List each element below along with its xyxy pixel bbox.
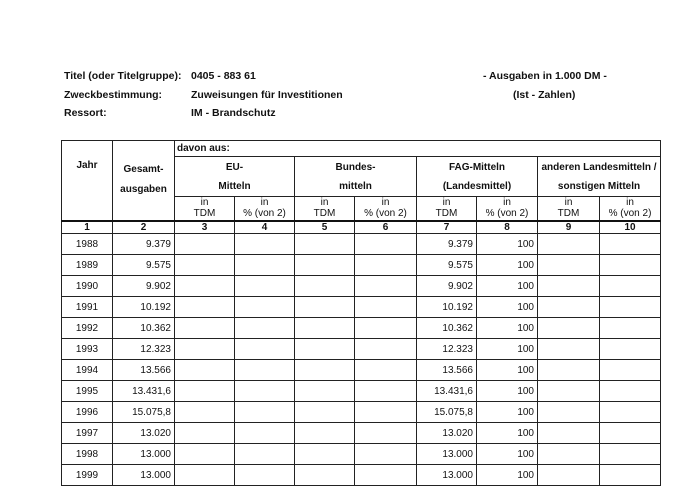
eu-pct-cell [235,297,295,318]
eu-pct-subheader [235,197,295,221]
bund-tdm-cell [295,276,355,297]
eu-pct-cell [235,255,295,276]
col-gesamt-header [113,141,175,221]
jahr-cell: 1989 [62,255,113,276]
bund-pct-cell [355,402,417,423]
andere-tdm-cell [538,297,600,318]
eu-pct-cell [235,318,295,339]
andere-pct-subheader [600,197,661,221]
andere-tdm-cell [538,381,600,402]
ist-note: (Ist - Zahlen) [513,89,576,101]
eu-tdm-cell [175,402,235,423]
table-row [62,318,661,339]
eu-pct-cell [235,276,295,297]
pct-label: % (von 2) [364,208,407,219]
andere-tdm-cell [538,276,600,297]
col-number: 8 [477,221,538,234]
jahr-cell: 1996 [62,402,113,423]
gesamt-cell: 13.000 [113,444,175,465]
fag-pct-cell: 100 [477,423,538,444]
fag-tdm-subheader [417,197,477,221]
eu-tdm-cell [175,339,235,360]
bund-line1: Bundes- [335,161,376,173]
eu-pct-cell [235,423,295,444]
fag-tdm-cell: 9.379 [417,234,477,255]
andere-tdm-cell [538,255,600,276]
bund-pct-cell [355,381,417,402]
bund-pct-cell [355,255,417,276]
bund-pct-cell [355,465,417,486]
bund-tdm-cell [295,318,355,339]
fag-pct-cell: 100 [477,339,538,360]
bund-pct-cell [355,360,417,381]
bund-tdm-cell [295,423,355,444]
pct-label: % (von 2) [485,208,529,219]
zweck-value: Zuweisungen für Investitionen [191,89,343,101]
tdm-label: TDM [313,208,336,219]
andere-pct-cell [600,381,661,402]
table-row [62,234,661,255]
gesamt-cell: 9.379 [113,234,175,255]
eu-tdm-cell [175,444,235,465]
eu-tdm-cell [175,318,235,339]
table-row [62,465,661,486]
fag-pct-subheader [477,197,538,221]
bund-line2: mitteln [339,180,372,192]
in-label: in [503,197,511,208]
eu-pct-cell [235,339,295,360]
andere-tdm-cell [538,234,600,255]
andere-line1: anderen Landesmitteln / [541,161,657,173]
bund-tdm-cell [295,444,355,465]
bund-pct-cell [355,339,417,360]
eu-tdm-cell [175,423,235,444]
eu-tdm-cell [175,276,235,297]
bund-pct-cell [355,318,417,339]
eu-mitteln-header [175,157,295,197]
bundesmitteln-header [295,157,417,197]
tdm-label: TDM [435,208,458,219]
jahr-cell: 1991 [62,297,113,318]
andere-tdm-cell [538,423,600,444]
eu-tdm-cell [175,297,235,318]
fag-pct-cell: 100 [477,444,538,465]
eu-tdm-cell [175,255,235,276]
andere-tdm-cell [538,402,600,423]
col-number: 4 [235,221,295,234]
table-row [62,444,661,465]
bund-pct-cell [355,444,417,465]
gesamt-cell: 12.323 [113,339,175,360]
col-number: 1 [62,221,113,234]
fag-tdm-cell: 13.566 [417,360,477,381]
fag-pct-cell: 100 [477,234,538,255]
col-number: 6 [355,221,417,234]
andere-tdm-cell [538,444,600,465]
andere-tdm-cell [538,465,600,486]
fag-tdm-cell: 10.362 [417,318,477,339]
eu-tdm-cell [175,360,235,381]
fag-tdm-cell: 9.575 [417,255,477,276]
fag-line2: (Landesmittel) [442,180,512,192]
fag-pct-cell: 100 [477,318,538,339]
eu-pct-cell [235,402,295,423]
tdm-label: TDM [557,208,580,219]
fag-tdm-cell: 15.075,8 [417,402,477,423]
andere-pct-cell [600,444,661,465]
jahr-cell: 1993 [62,339,113,360]
eu-pct-cell [235,444,295,465]
jahr-cell: 1990 [62,276,113,297]
fag-pct-cell: 100 [477,297,538,318]
in-label: in [564,197,573,208]
fag-tdm-cell: 13.000 [417,444,477,465]
table-row [62,297,661,318]
table-row [62,255,661,276]
table-row [62,339,661,360]
andere-mitteln-header [538,157,661,197]
in-label: in [442,197,451,208]
andere-pct-cell [600,255,661,276]
fag-tdm-cell: 9.902 [417,276,477,297]
andere-pct-cell [600,297,661,318]
andere-tdm-subheader [538,197,600,221]
bund-tdm-cell [295,465,355,486]
table-row [62,402,661,423]
in-label: in [260,197,269,208]
gesamt-cell: 15.075,8 [113,402,175,423]
jahr-cell: 1997 [62,423,113,444]
fag-mitteln-header [417,157,538,197]
in-label: in [626,197,634,208]
gesamt-cell: 13.566 [113,360,175,381]
bund-pct-cell [355,297,417,318]
jahr-cell: 1999 [62,465,113,486]
in-label: in [381,197,390,208]
tdm-label: TDM [193,208,216,219]
bund-pct-cell [355,276,417,297]
gesamt-cell: 10.192 [113,297,175,318]
jahr-cell: 1992 [62,318,113,339]
davon-aus-label: davon aus: [175,141,661,157]
andere-pct-cell [600,318,661,339]
table-row [62,276,661,297]
fag-pct-cell: 100 [477,381,538,402]
andere-pct-cell [600,339,661,360]
jahr-cell: 1988 [62,234,113,255]
fag-pct-cell: 100 [477,255,538,276]
andere-line2: sonstigen Mitteln [557,180,641,192]
eu-line2: Mitteln [218,180,251,192]
fag-pct-cell: 100 [477,402,538,423]
eu-pct-cell [235,381,295,402]
gesamt-cell: 13.431,6 [113,381,175,402]
titel-label: Titel (oder Titelgruppe): [64,70,182,82]
fag-pct-cell: 100 [477,360,538,381]
ressort-label: Ressort: [64,107,107,119]
pct-label: % (von 2) [243,208,286,219]
col-gesamt-line1: Gesamt- [123,164,164,175]
table-row [62,360,661,381]
col-number: 9 [538,221,600,234]
eu-tdm-cell [175,465,235,486]
jahr-cell: 1998 [62,444,113,465]
col-gesamt-line2: ausgaben [120,184,167,195]
eu-line1: EU- [225,161,244,173]
bund-tdm-cell [295,255,355,276]
gesamt-cell: 10.362 [113,318,175,339]
bund-tdm-subheader [295,197,355,221]
bund-tdm-cell [295,402,355,423]
andere-tdm-cell [538,318,600,339]
jahr-cell: 1995 [62,381,113,402]
andere-pct-cell [600,423,661,444]
titel-value: 0405 - 883 61 [191,70,256,82]
gesamt-cell: 13.000 [113,465,175,486]
bund-pct-subheader [355,197,417,221]
fag-tdm-cell: 13.020 [417,423,477,444]
andere-tdm-cell [538,360,600,381]
bund-pct-cell [355,234,417,255]
column-number-row [62,221,661,234]
andere-pct-cell [600,465,661,486]
fag-pct-cell: 100 [477,465,538,486]
andere-pct-cell [600,402,661,423]
zweck-label: Zweckbestimmung: [64,89,163,101]
col-number: 5 [295,221,355,234]
fag-tdm-cell: 13.431,6 [417,381,477,402]
eu-pct-cell [235,360,295,381]
eu-tdm-cell [175,234,235,255]
in-label: in [200,197,209,208]
bund-pct-cell [355,423,417,444]
bund-tdm-cell [295,234,355,255]
gesamt-cell: 9.902 [113,276,175,297]
bund-tdm-cell [295,360,355,381]
table-row [62,423,661,444]
col-number: 10 [600,221,661,234]
col-number: 2 [113,221,175,234]
fag-tdm-cell: 12.323 [417,339,477,360]
gesamt-cell: 9.575 [113,255,175,276]
gesamt-cell: 13.020 [113,423,175,444]
expenditure-table [61,140,661,486]
jahr-cell: 1994 [62,360,113,381]
ressort-value: IM - Brandschutz [191,107,276,119]
bund-tdm-cell [295,381,355,402]
col-number: 7 [417,221,477,234]
fag-line1: FAG-Mitteln [448,161,506,173]
in-label: in [320,197,329,208]
fag-tdm-cell: 10.192 [417,297,477,318]
bund-tdm-cell [295,339,355,360]
eu-tdm-subheader [175,197,235,221]
eu-pct-cell [235,234,295,255]
eu-pct-cell [235,465,295,486]
fag-pct-cell: 100 [477,276,538,297]
ausgaben-note: - Ausgaben in 1.000 DM - [483,70,607,82]
col-jahr-header: Jahr [62,141,113,221]
table-row [62,381,661,402]
pct-label: % (von 2) [608,208,652,219]
fag-tdm-cell: 13.000 [417,465,477,486]
col-number: 3 [175,221,235,234]
eu-tdm-cell [175,381,235,402]
andere-tdm-cell [538,339,600,360]
andere-pct-cell [600,276,661,297]
bund-tdm-cell [295,297,355,318]
andere-pct-cell [600,234,661,255]
andere-pct-cell [600,360,661,381]
